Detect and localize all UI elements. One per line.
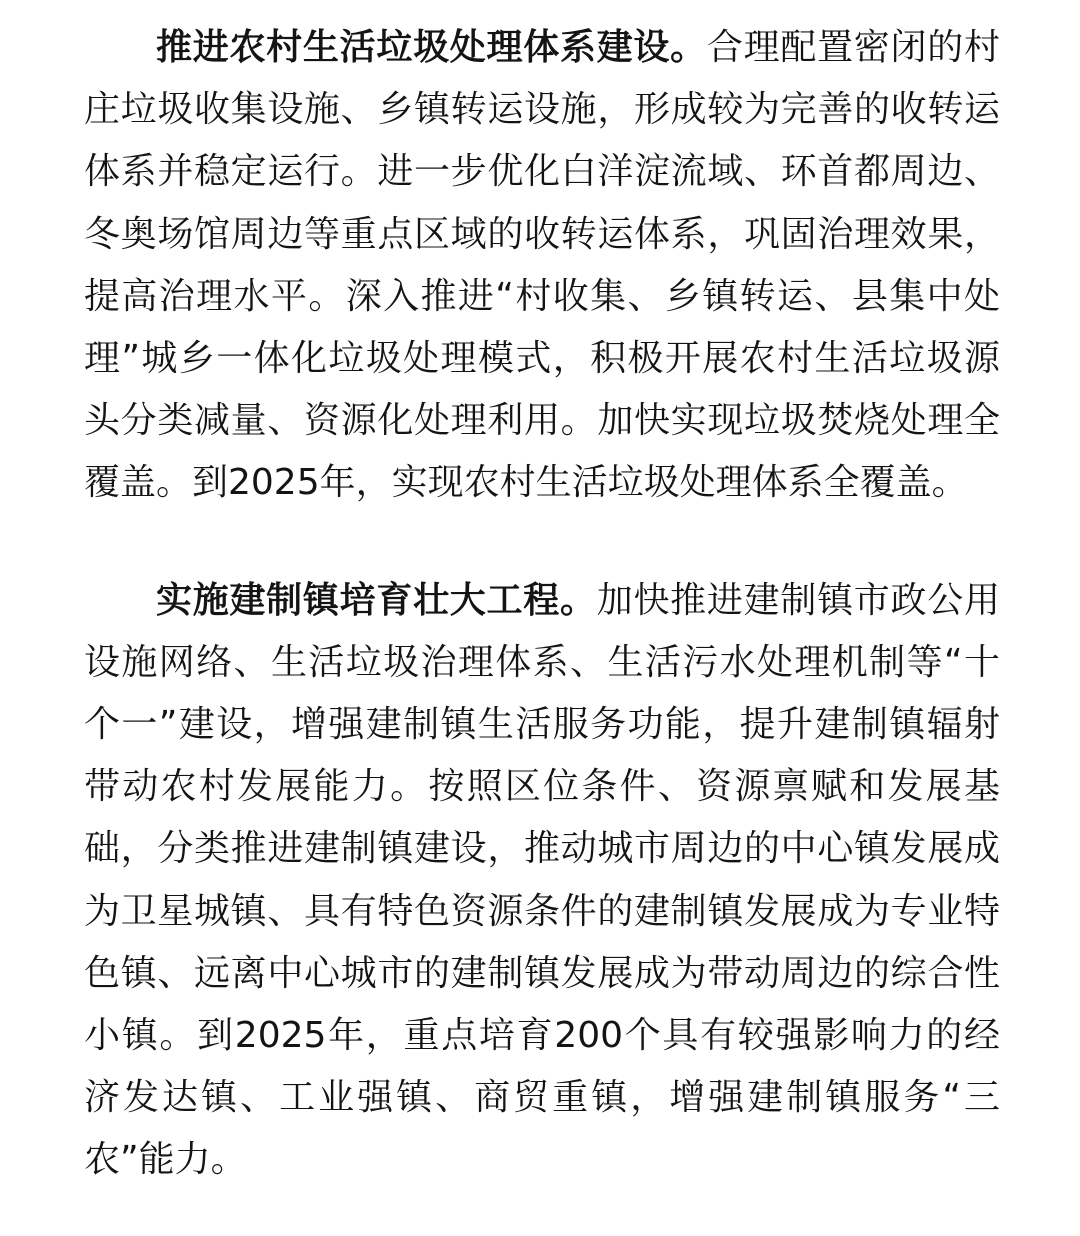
paragraph-body-text: 合理配置密闭的村庄垃圾收集设施、乡镇转运设施，形成较为完善的收转运体系并稳定运行。进一步优化白洋淀流域、环首都周边、冬奥场馆周边等重点区域的收转运体系，巩固治理效果，提高治理水平。深入推进“村收集、乡镇转运、县集中处理”城乡一体化垃圾处理模式，积极开展农村生活垃圾源头分类减量、资源化处理利用。加快实现垃圾焚烧处理全覆盖。到2025年，实现农村生活垃圾处理体系全覆盖。 — [84, 27, 1000, 504]
paragraph-town-development — [84, 570, 1000, 1192]
paragraph-rural-waste-system — [84, 17, 1000, 515]
article-body — [84, 17, 1000, 1192]
paragraph-lead-heading: 实施建制镇培育壮大工程。 — [156, 579, 597, 621]
paragraph-body-text: 加快推进建制镇市政公用设施网络、生活垃圾治理体系、生活污水处理机制等“十个一”建设，增强建制镇生活服务功能，提升建制镇辐射带动农村发展能力。按照区位条件、资源禀赋和发展基础，分类推进建制镇建设，推动城市周边的中心镇发展成为卫星城镇、具有特色资源条件的建制镇发展成为专业特色镇、远离中心城市的建制镇发展成为带动周边的综合性小镇。到2025年，重点培育200个具有较强影响力的经济发达镇、工业强镇、商贸重镇，增强建制镇服务“三农”能力。 — [84, 579, 1000, 1181]
paragraph-lead-heading: 推进农村生活垃圾处理体系建设。 — [156, 27, 707, 68]
